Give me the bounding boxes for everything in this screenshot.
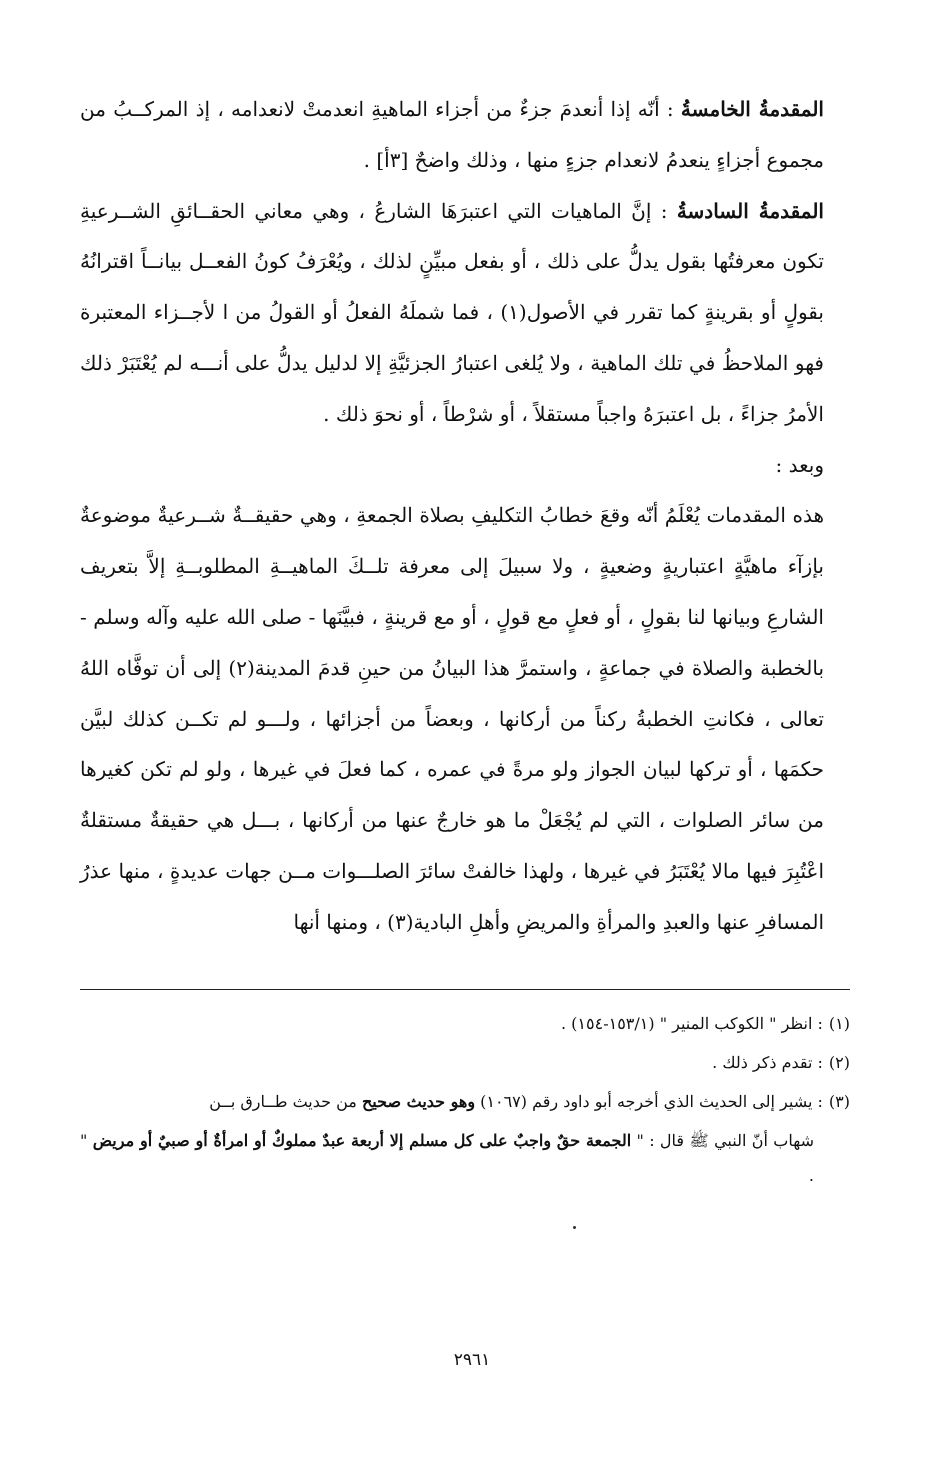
- hadith-quote: الجمعة حقٌ واجبٌ على كل مسلم إلا أربعة عبدٌ مملوكٌ أو امرأةٌ أو صبيٌ أو مريض: [92, 1131, 632, 1150]
- stray-mark: [573, 1226, 576, 1229]
- paragraph-wabaad: وبعد :: [775, 452, 824, 477]
- footnote-text: شهاب أنّ النبي ﷺ قال : ": [631, 1131, 814, 1150]
- footnote-text: من حديث طــارق بــن: [209, 1092, 362, 1111]
- paragraph-body: هذه المقدمات يُعْلَمُ أنّه وقعَ خطابُ التكليفِ بصلاة الجمعةِ ، وهي حقيقــةٌ شــرعيةٌ موضوعةٌ بإزآء ماهيَّةٍ اعتباريةٍ وضعيةٍ ، ولا سبيلَ إلى معرفة تلــكَ الماهيــةِ المطلوبــةِ إلاَّ بتعريف الشارعِ وبيانها لنا بقولٍ ، أو فعلٍ مع قولٍ ، أو مع قرينةٍ ، فبيَّنَها - صلى الله عليه وآله وسلم - بالخطبة والصلاة في جماعةٍ ، واستمرَّ هذا البيانُ من حينِ قدمَ المدينة(٢) إلى أن توفَّاه اللهُ تعالى ، فكانتِ الخطبةُ ركناً من أركانها ، وبعضاً من أجزائها ، ولـــو لم تكــن كذلك لبيَّن حكمَها ، أو تركها لبيان الجواز ولو مرةً في عمره ، كما فعلَ في غيرها ، ولو لم تكن كغيرها من سائر الصلوات ، التي لم يُجْعَلْ ما هو خارجٌ عنها من أركانها ، بـــل هي حقيقةٌ مستقلةٌ اعْتُبِرَ فيها مالا يُعْتَبَرُ في غيرها ، ولهذا خالفتْ سائرَ الصلـــوات مــن جهات عديدةٍ ، منها عذرُ المسافرِ عنها والعبدِ والمرأةِ والمريضِ وأهلِ البادية(٣) ، ومنها أنها: [80, 503, 825, 934]
- page-number: ٢٩٦١: [453, 1350, 491, 1370]
- main-text: [80, 84, 860, 948]
- footnote-1: [80, 1006, 850, 1041]
- footnote-text: : تقدم ذكر ذلك .: [712, 1053, 823, 1072]
- footnote-3-continued: [80, 1123, 850, 1193]
- footnote-text: " .: [80, 1131, 814, 1185]
- footnote-number: (٣): [828, 1092, 850, 1111]
- footnote-2: [80, 1045, 850, 1080]
- footnote-text: : يشير إلى الحديث الذي أخرجه أبو داود رقم (١٠٦٧): [475, 1092, 823, 1111]
- footnote-number: (١): [828, 1014, 850, 1033]
- footnote-3: [80, 1084, 850, 1119]
- footnote-bold-text: وهو حديث صحيح: [361, 1092, 476, 1111]
- paragraph-text: : أنّه إذا أنعدمَ جزءٌ من أجزاء الماهيةِ انعدمتْ لانعدامه ، إذ المركــبُ من مجموع أجزاءٍ ينعدمُ لانعدام جزءٍ منها ، وذلك واضحٌ [٣أ] .: [80, 97, 824, 172]
- footnote-number: (٢): [828, 1053, 850, 1072]
- paragraph-text: : إنَّ الماهيات التي اعتبرَهَا الشارعُ ، وهي معاني الحقــائقِ الشــرعيةِ تكون معرفتُها بقول يدلُّ على ذلك ، أو بفعل مبيِّنٍ لذلك ، ويُعْرَفُ كونُ الفعــل بيانــاً اقترانُهُ بقولٍ أو بقرينةٍ كما تقرر في الأصول(١) ، فما شملَهُ الفعلُ أو القولُ من ا لأجــزاء المعتبرة فهو الملاحظُ في تلك الماهية ، ولا يُلغى اعتبارُ الجزئيَّةِ إلا لدليل يدلُّ على أنـــه لم يُعْتَبَرْ ذلك الأمرُ جزاءً ، بل اعتبرَهُ واجباً مستقلاً ، أو شرْطاً ، أو نحوَ ذلك .: [80, 198, 824, 426]
- heading-sixth-premise: المقدمةُ السادسةُ: [676, 198, 824, 223]
- footnotes: [80, 1006, 850, 1197]
- paragraph-fifth-premise: [80, 84, 860, 186]
- footnote-divider: [80, 989, 850, 990]
- footnote-text: : انظر " الكوكب المنير " (١٥٣/١-١٥٤) .: [561, 1014, 823, 1033]
- heading-fifth-premise: المقدمةُ الخامسةُ: [680, 97, 824, 121]
- paragraph-sixth-premise: [80, 186, 860, 440]
